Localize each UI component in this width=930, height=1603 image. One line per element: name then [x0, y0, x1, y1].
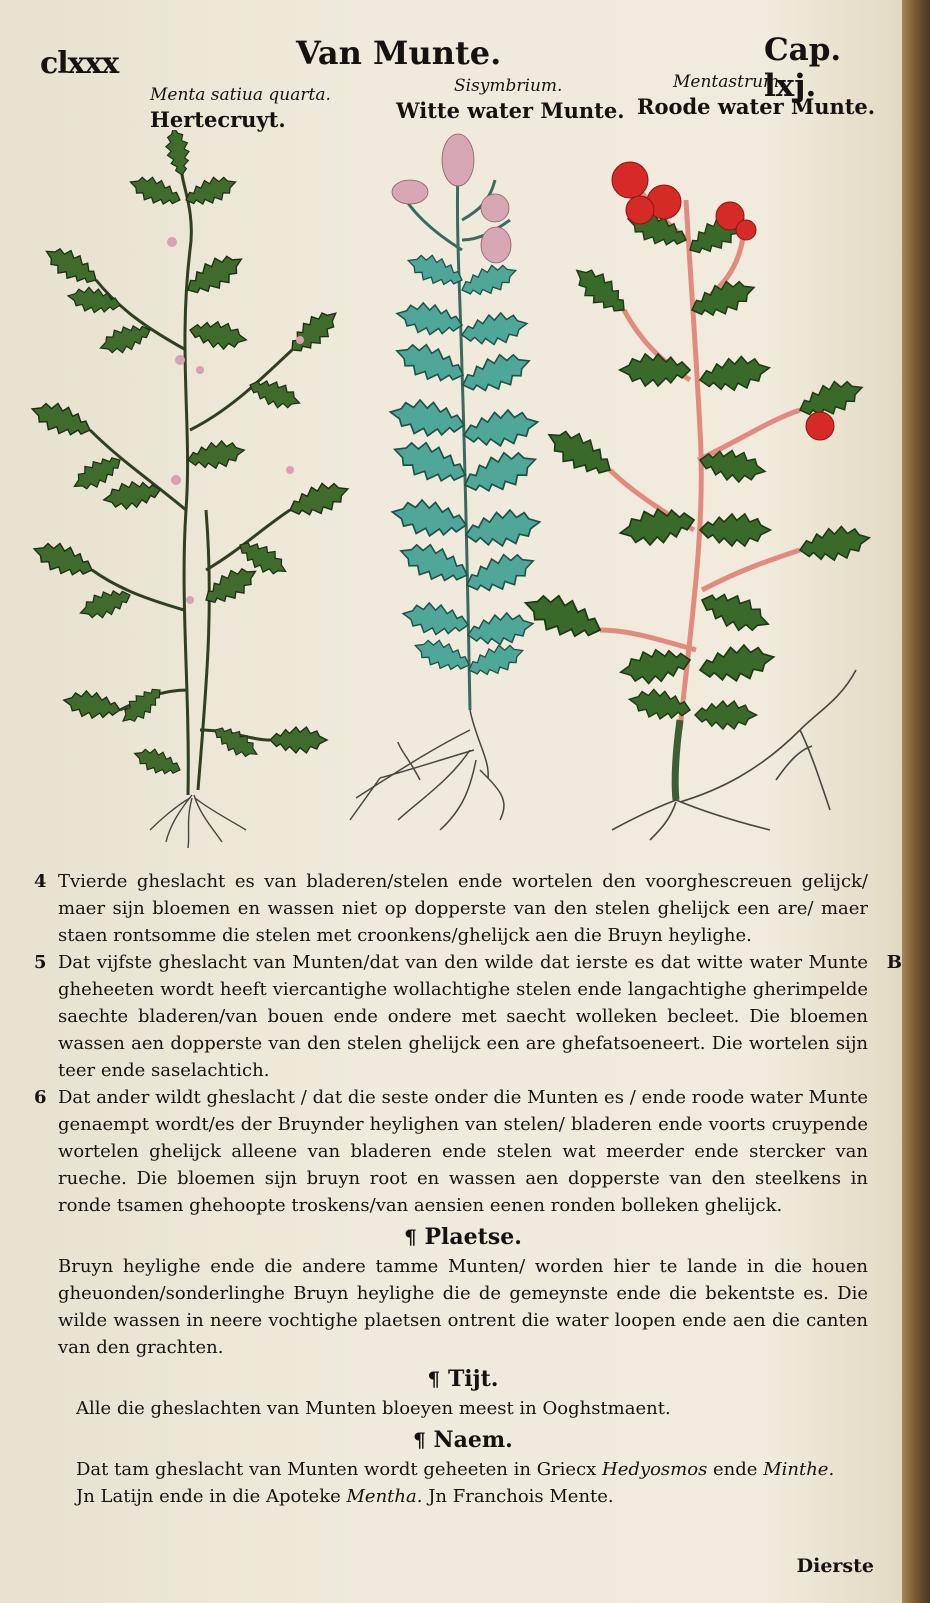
- catchword: Dierste: [796, 1555, 874, 1577]
- paragraph-number: 6: [34, 1087, 47, 1108]
- paragraph-number: 4: [34, 871, 47, 892]
- section-heading-tijt: ¶ Tijt.: [427, 1366, 499, 1392]
- section-text-naem: Dat tam gheslacht van Munten wordt geheeten in Griecx Hedyosmos ende Minthe. Jn Latijn ende in die Apoteke Mentha. Jn Franchois Mente.: [76, 1459, 835, 1507]
- paragraph-4: [34, 868, 868, 949]
- paragraph-text: Dat ander wildt gheslacht / dat die seste onder die Munten es / ende roode water Munte genaempt wordt/es der Bruynder heylighen van stelen/ bladeren ende voorts cruypende wortelen ghelijck alleene van bladeren ende stelen wat meerder ende stercker van rueche. Die bloemen sijn bruyn root en wassen aen dopperste van den steelkens in ronde tsamen ghehoopte troskens/van aensien eenen ronden bolleken ghelijck.: [58, 1087, 868, 1216]
- section-text-tijt: Alle die gheslachten van Munten bloeyen meest in Ooghstmaent.: [76, 1398, 671, 1419]
- plant-hertecruyt-illustration: [27, 130, 352, 848]
- section-heading-plaetse: ¶ Plaetse.: [404, 1224, 522, 1250]
- section-text-plaetse: Bruyn heylighe ende die andere tamme Munten/ worden hier te lande in die houen gheuonden/sonderlinghe Bruyn heylighe die de gemeynste ende die bekentste es. Die wilde wassen in neere vochtighe plaetsen ontrent die water loopen ende aen die canten van den grachten.: [58, 1256, 868, 1358]
- plate-latin-name: Mentastrum.: [673, 72, 785, 92]
- section-heading-naem: ¶ Naem.: [413, 1427, 513, 1453]
- folio-number: clxxx: [40, 46, 119, 81]
- plate-dutch-name: Witte water Munte.: [396, 98, 625, 123]
- plate-latin-name: Menta satiua quarta.: [150, 85, 331, 105]
- paragraph-number: 5: [34, 952, 47, 973]
- pilcrow-icon: ¶: [404, 1225, 417, 1249]
- margin-letter: B: [886, 952, 902, 973]
- paragraph-5: [34, 949, 902, 1084]
- plate-dutch-name: Roode water Munte.: [637, 94, 876, 119]
- plant-roode-water-munte-illustration: [519, 162, 872, 840]
- chapter-title: Van Munte.: [296, 34, 502, 72]
- botanical-illustrations: [0, 130, 902, 850]
- paragraph-6: [34, 1084, 868, 1219]
- chapter-number: Cap. lxj.: [764, 32, 842, 104]
- pilcrow-icon: ¶: [427, 1367, 441, 1391]
- plant-witte-water-munte-illustration: [350, 134, 543, 830]
- plate-caption-3: [637, 72, 875, 119]
- main-text: [34, 868, 902, 1510]
- plate-dutch-name: Hertecruyt.: [150, 107, 286, 132]
- pilcrow-icon: ¶: [413, 1428, 426, 1452]
- paragraph-text: Dat vijfste gheslacht van Munten/dat van den wilde dat ierste es dat witte water Munte gheheeten wordt heeft viercantighe wollachtighe stelen ende langachtighe gherimpelde saechte bladeren/van bouen ende ondere met saecht wolleken becleet. Die bloemen wassen aen dopperste van den stelen ghelijck een are ghefatsoeneert. Die wortelen sijn teer ende saselachtich.: [58, 952, 868, 1081]
- plate-caption-1: [150, 85, 331, 132]
- paragraph-text: Tvierde gheslacht es van bladeren/stelen ende wortelen den voorghescreuen gelijck/ maer sijn bloemen en wassen niet op dopperste van den stelen ghelijck een are/ maer staen rontsomme die stelen met croonkens/ghelijck aen die Bruyn heylighe.: [58, 871, 868, 946]
- book-spine: [902, 0, 930, 1603]
- plate-latin-name: Sisymbrium.: [454, 76, 563, 96]
- plate-caption-2: [396, 76, 625, 123]
